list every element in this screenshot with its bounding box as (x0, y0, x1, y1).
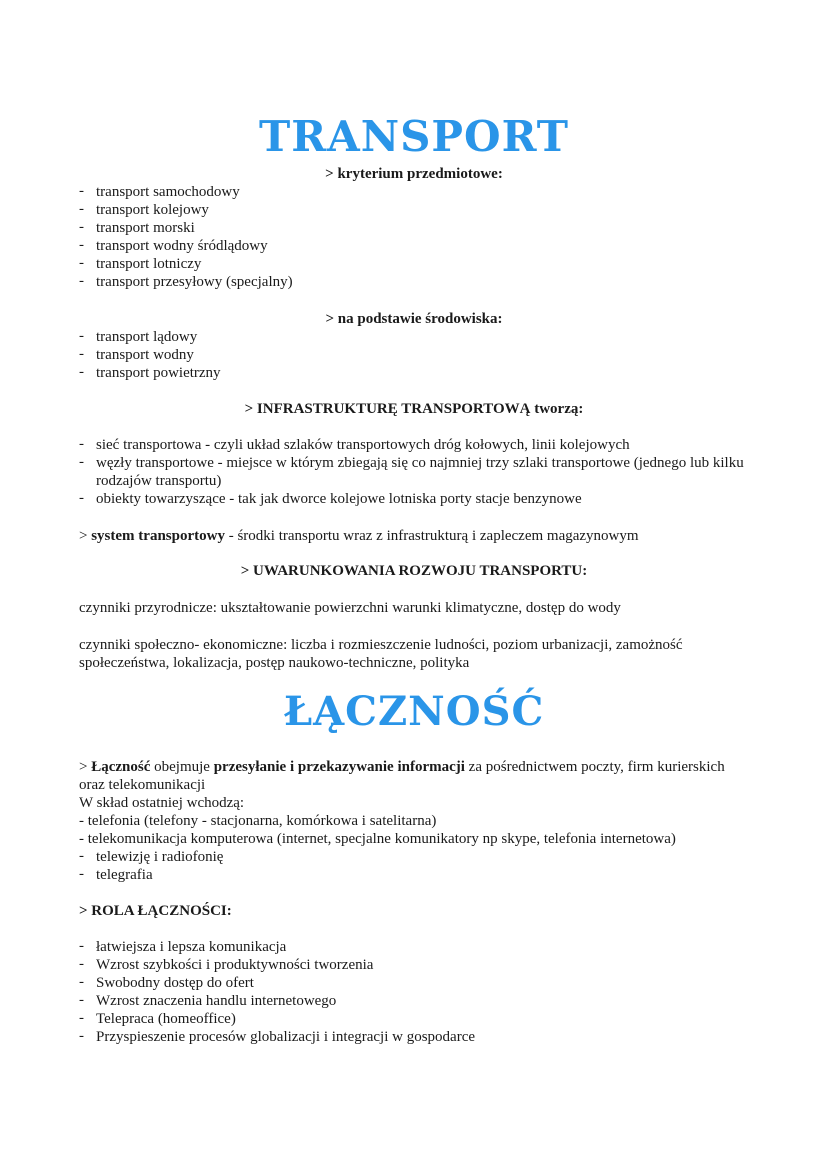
communication-intro (79, 758, 739, 794)
conditions-heading: > UWARUNKOWANIA ROZWOJU TRANSPORTU: (240, 563, 588, 579)
list-item: - Telepraca (homeoffice) (79, 1010, 475, 1028)
list-item: - telegrafia (79, 866, 223, 884)
list-item: - telefonia (telefony - stacjonarna, komórkowa i satelitarna) (79, 813, 437, 829)
list-item: - węzły transportowe - miejsce w którym zbiegają się co najmniej trzy szlaki transportowe (jednego lub kilku rodzajów transportu) (79, 454, 746, 490)
list-item: - telekomunikacja komputerowa (internet, specjalne komunikatory np skype, telefonia internetowa) (79, 831, 676, 847)
system-text: - środki transportu wraz z infrastrukturą i zapleczem magazynowym (224, 528, 639, 544)
list-item: - Przyspieszenie procesów globalizacji i integracji w gospodarce (79, 1028, 475, 1046)
socioeconomic-factors: czynniki społeczno- ekonomiczne: liczba i rozmieszczenie ludności, poziom urbanizacji, zamożność społeczeństwa, lokalizacja, postęp naukowo-techniczne, polityka (79, 637, 683, 671)
list-item: - transport powietrzny (79, 364, 221, 382)
infrastructure-heading: > INFRASTRUKTURĘ TRANSPORTOWĄ tworzą: (244, 401, 584, 417)
criterion-heading: > kryterium przedmiotowe: (325, 166, 503, 182)
environment-list (79, 328, 221, 382)
composition-lines (79, 812, 676, 848)
intro-bold: przesyłanie i przekazywanie informacji (213, 759, 465, 775)
list-item: - Wzrost znaczenia handlu internetowego (79, 992, 475, 1010)
list-item: - Wzrost szybkości i produktywności tworzenia (79, 956, 475, 974)
infrastructure-list (79, 436, 746, 508)
composition-list (79, 848, 223, 884)
transport-title: TRANSPORT (258, 112, 570, 161)
intro-prefix: > (79, 759, 92, 775)
system-prefix: > (79, 528, 92, 544)
list-item: - transport kolejowy (79, 201, 293, 219)
intro-rest: za pośrednictwem poczty, firm kurierskich oraz telekomunikacji (79, 759, 725, 793)
composition-line: W skład ostatniej wchodzą: (79, 795, 245, 811)
intro-mid: obejmuje (150, 759, 214, 775)
role-list (79, 938, 475, 1046)
list-item: - transport przesyłowy (specjalny) (79, 273, 293, 291)
system-term: system transportowy (91, 528, 225, 544)
list-item: - transport lądowy (79, 328, 221, 346)
list-item: - telewizję i radiofonię (79, 848, 223, 866)
list-item: - sieć transportowa - czyli układ szlaków transportowych dróg kołowych, linii kolejowych (79, 436, 746, 454)
list-item: - Swobodny dostęp do ofert (79, 974, 475, 992)
role-heading: > ROLA ŁĄCZNOŚCI: (79, 903, 232, 919)
list-item: - transport morski (79, 219, 293, 237)
list-item: - łatwiejsza i lepsza komunikacja (79, 938, 475, 956)
list-item: - transport wodny śródlądowy (79, 237, 293, 255)
environment-heading: > na podstawie środowiska: (325, 311, 503, 327)
list-item: - transport wodny (79, 346, 221, 364)
list-item: - obiekty towarzyszące - tak jak dworce kolejowe lotniska porty stacje benzynowe (79, 490, 746, 508)
list-item: - transport samochodowy (79, 183, 293, 201)
natural-factors: czynniki przyrodnicze: ukształtowanie powierzchni warunki klimatyczne, dostęp do wody (79, 600, 621, 616)
communication-title: ŁĄCZNOŚĆ (283, 688, 545, 735)
criterion-list (79, 183, 293, 291)
system-definition (79, 527, 739, 545)
list-item: - transport lotniczy (79, 255, 293, 273)
intro-term: Łączność (91, 759, 151, 775)
